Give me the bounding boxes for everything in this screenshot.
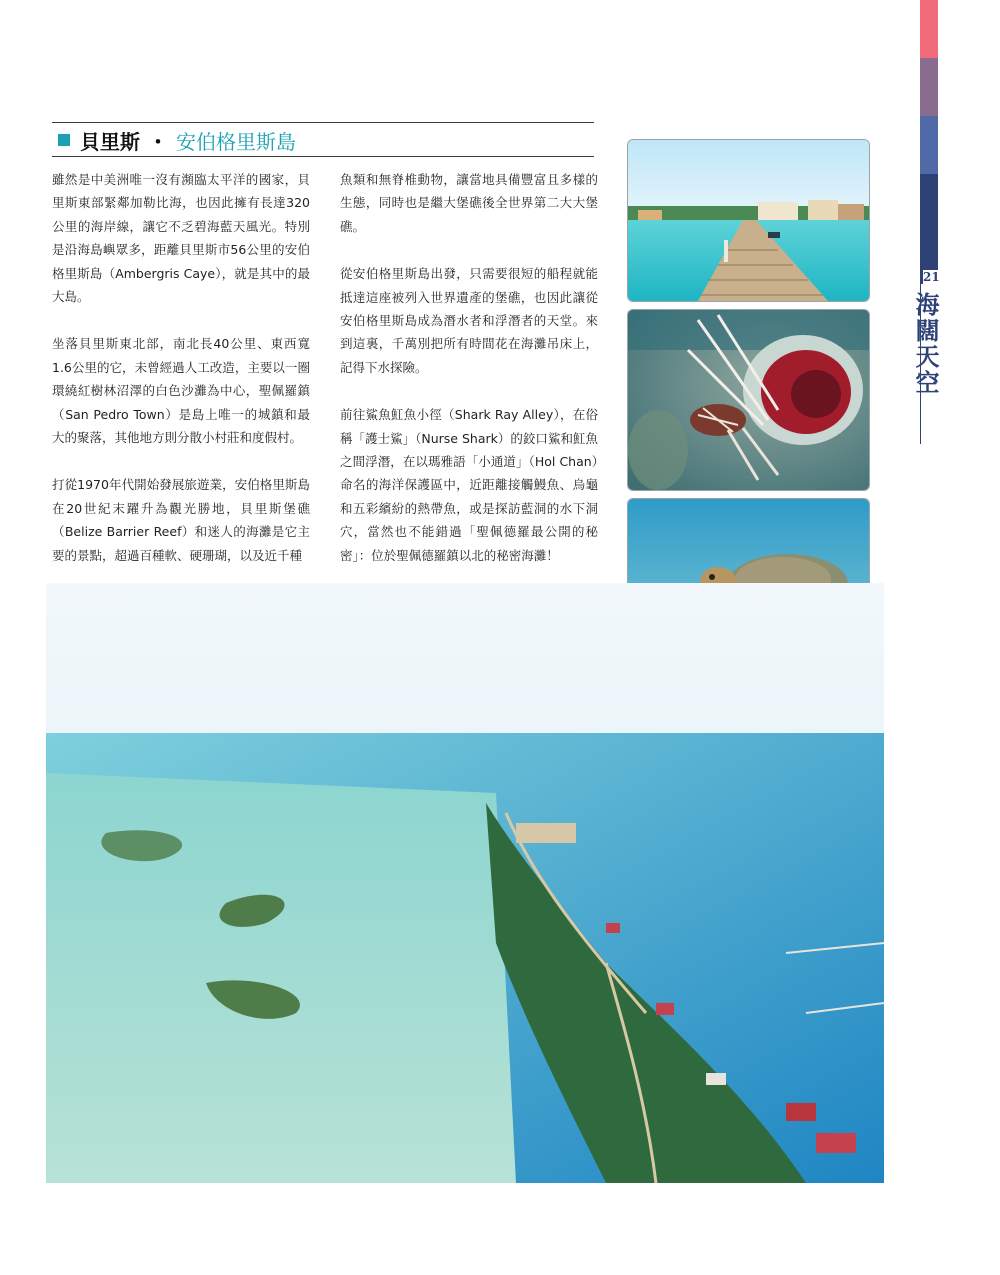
lionfish-photo xyxy=(627,309,870,491)
heading-country: 貝里斯 xyxy=(80,129,140,154)
heading-top-rule xyxy=(52,122,594,123)
paragraph: 魚類和無脊椎動物，讓當地具備豐富且多樣的生態，同時也是繼大堡礁後全世界第二大大堡礁。 xyxy=(340,172,598,234)
color-strip-navy xyxy=(920,174,938,284)
color-strip-blue xyxy=(920,116,938,174)
page-number: 21 xyxy=(923,270,940,284)
paragraph: 坐落貝里斯東北部，南北長40公里、東西寬1.6公里的它，未曾經過人工改造，主要以一圈環繞紅樹林沼澤的白色沙灘為中心，聖佩羅鎮（San Pedro Town）是島上唯一的城鎮和最大的聚落，其他地方則分散小村莊和度假村。 xyxy=(52,336,310,446)
paragraph: 雖然是中美洲唯一沒有瀕臨太平洋的國家，貝里斯東部緊鄰加勒比海，也因此擁有長達320公里的海岸線，讓它不乏碧海藍天風光。特別是沿海島嶼眾多，距離貝里斯市56公里的安伯格里斯島（Ambergris Caye），就是其中的最大島。 xyxy=(52,172,310,305)
heading-square-icon xyxy=(58,134,70,146)
heading-bottom-rule xyxy=(52,156,594,157)
article-column-right xyxy=(340,168,598,591)
aerial-island-photo xyxy=(46,583,884,1183)
heading-separator: ・ xyxy=(148,129,168,154)
article-heading xyxy=(52,124,296,156)
color-strip-mauve xyxy=(920,58,938,116)
color-strip-pink xyxy=(920,0,938,58)
article-column-left xyxy=(52,168,310,591)
paragraph: 打從1970年代開始發展旅遊業，安伯格里斯島在20世紀末躍升為觀光勝地，貝里斯堡礁（Belize Barrier Reef）和迷人的海灘是它主要的景點，超過百種軟、硬珊瑚，以及近千種 xyxy=(52,477,310,563)
paragraph: 從安伯格里斯島出發，只需要很短的船程就能抵達這座被列入世界遺產的堡礁，也因此讓從安伯格里斯島成為潛水者和浮潛者的天堂。來到這裏，千萬別把所有時間花在海灘吊床上，記得下水探險。 xyxy=(340,266,598,375)
section-title-vertical: 海闊天空 xyxy=(911,292,940,396)
paragraph: 前往鯊魚魟魚小徑（Shark Ray Alley），在俗稱「護士鯊」（Nurse Shark）的鉸口鯊和魟魚之間浮潛，在以瑪雅語「小通道」（Hol Chan）命名的海洋保護區中，近距離接觸鰻魚、烏龜和五彩繽紛的熱帶魚，或是探訪藍洞的水下洞穴，當然也不能錯過「聖佩德羅最公開的秘密」：位於聖佩德羅鎮以北的秘密海灘！ xyxy=(340,407,598,563)
heading-island: 安伯格里斯島 xyxy=(176,129,296,154)
pier-photo xyxy=(627,139,870,302)
